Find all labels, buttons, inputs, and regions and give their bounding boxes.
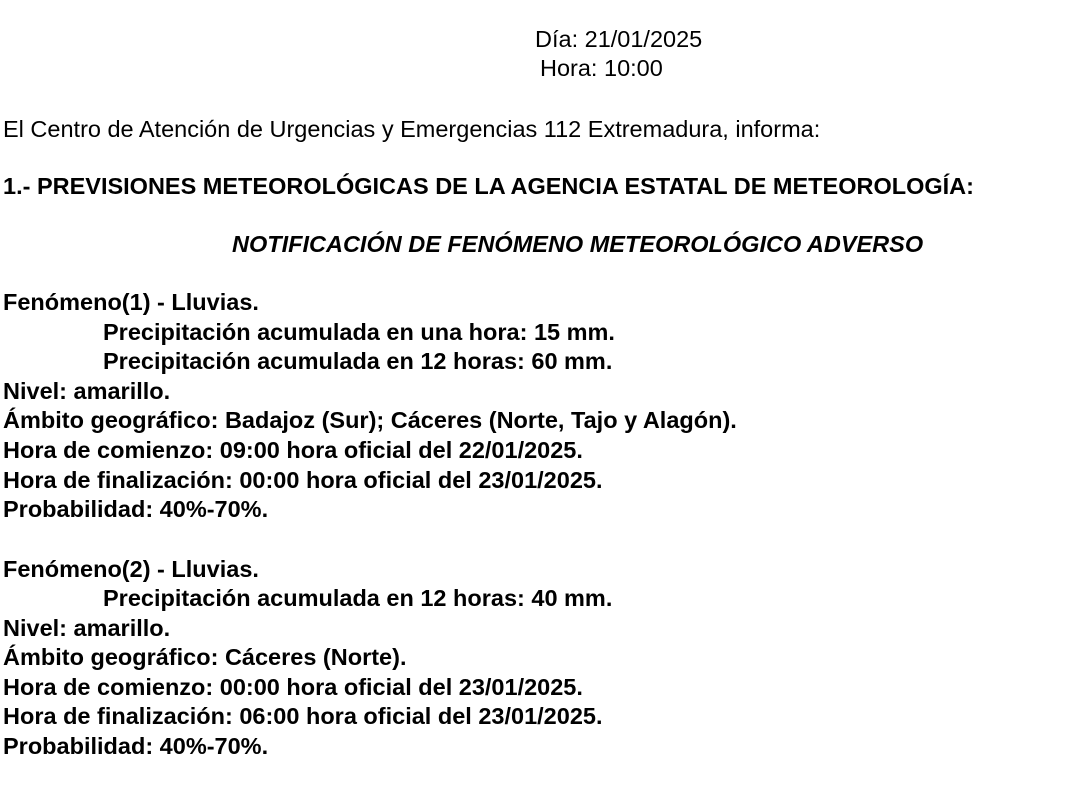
phenomenon-detail: Precipitación acumulada en una hora: 15 mm. <box>103 319 615 345</box>
phenomenon-scope: Ámbito geográfico: Badajoz (Sur); Cáceres (Norte, Tajo y Alagón). <box>3 407 737 433</box>
phenomenon-probability: Probabilidad: 40%-70%. <box>3 733 269 759</box>
phenomenon-level: Nivel: amarillo. <box>3 378 171 404</box>
phenomenon-probability: Probabilidad: 40%-70%. <box>3 496 269 522</box>
date-line: Día: 21/01/2025 <box>535 26 703 52</box>
phenomenon-title: Fenómeno(2) - Lluvias. <box>3 556 259 582</box>
intro-text: El Centro de Atención de Urgencias y Emergencias 112 Extremadura, informa: <box>3 116 821 142</box>
phenomenon-scope: Ámbito geográfico: Cáceres (Norte). <box>3 644 407 670</box>
phenomenon-start: Hora de comienzo: 00:00 hora oficial del 23/01/2025. <box>3 674 583 700</box>
phenomenon-detail: Precipitación acumulada en 12 horas: 40 mm. <box>103 585 613 611</box>
phenomenon-title: Fenómeno(1) - Lluvias. <box>3 289 259 315</box>
phenomenon-level: Nivel: amarillo. <box>3 615 171 641</box>
phenomenon-end: Hora de finalización: 00:00 hora oficial del 23/01/2025. <box>3 467 603 493</box>
phenomenon-end: Hora de finalización: 06:00 hora oficial del 23/01/2025. <box>3 703 603 729</box>
section-title: 1.- PREVISIONES METEOROLÓGICAS DE LA AGENCIA ESTATAL DE METEOROLOGÍA: <box>3 173 974 199</box>
phenomenon-detail: Precipitación acumulada en 12 horas: 60 mm. <box>103 348 613 374</box>
notification-title: NOTIFICACIÓN DE FENÓMENO METEOROLÓGICO ADVERSO <box>232 231 924 257</box>
phenomenon-start: Hora de comienzo: 09:00 hora oficial del 22/01/2025. <box>3 437 583 463</box>
time-line: Hora: 10:00 <box>540 55 663 81</box>
